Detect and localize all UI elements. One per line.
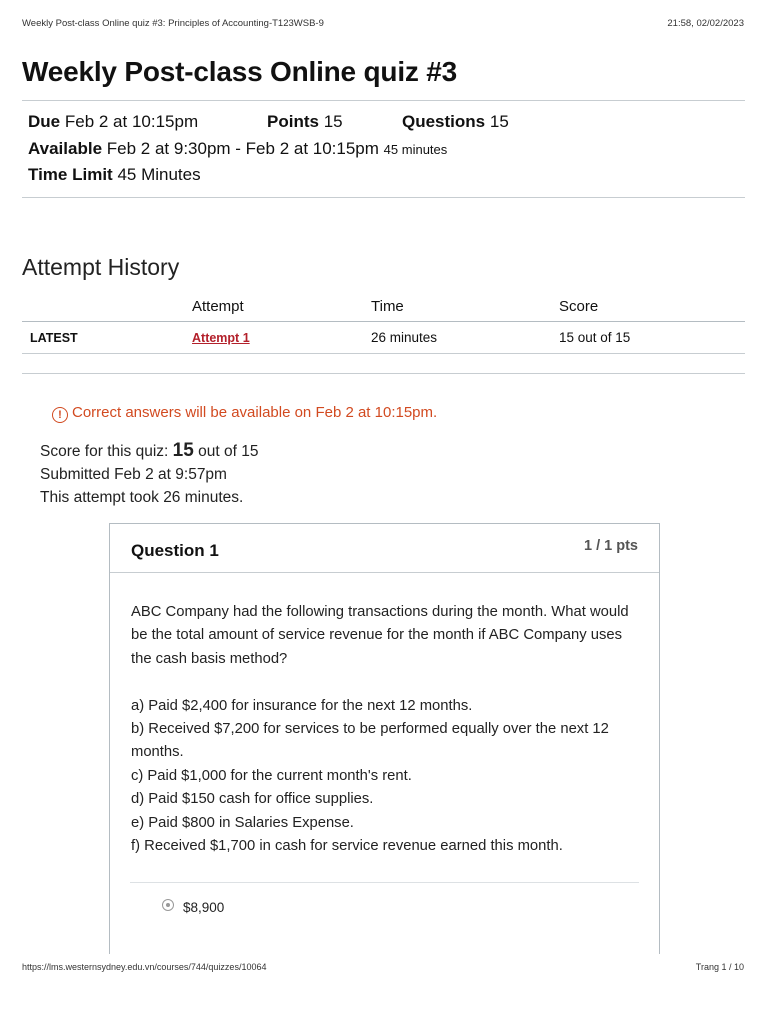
page-title: Weekly Post-class Online quiz #3 [22, 56, 458, 87]
points-label: Points [267, 112, 319, 131]
page-url: https://lms.westernsydney.edu.vn/courses/744/quizzes/10064 [22, 962, 267, 972]
table-header-row [22, 291, 745, 322]
question-prompt: ABC Company had the following transactions during the month. What would be the total amount of service revenue for the month if ABC Company uses the cash basis method? [131, 604, 629, 667]
question-item-d: d) Paid $150 cash for office supplies. [131, 791, 374, 808]
print-header-title: Weekly Post-class Online quiz #3: Principles of Accounting-T123WSB-9 [22, 18, 324, 29]
attempt-history-table [22, 291, 745, 354]
available-label: Available [28, 139, 103, 158]
points-detail [267, 112, 343, 132]
question-text [131, 601, 631, 858]
question-points: 1 / 1 pts [584, 538, 638, 554]
available-duration: 45 minutes [383, 142, 448, 157]
column-header-blank [22, 291, 192, 322]
due-label: Due [28, 112, 61, 131]
question-item-b: b) Received $7,200 for services to be performed equally over the next 12 months. [131, 721, 609, 761]
submitted-time: Submitted Feb 2 at 9:57pm [40, 466, 227, 483]
attempt-history-title: Attempt History [22, 254, 180, 280]
warning-circle-icon: ! [52, 407, 68, 423]
print-header [22, 18, 744, 32]
print-header-timestamp: 21:58, 02/02/2023 [667, 18, 744, 29]
page-number: Trang 1 / 10 [695, 962, 744, 972]
attempt-score: 15 out of 15 [559, 322, 745, 354]
question-title: Question 1 [131, 541, 219, 560]
available-value: Feb 2 at 9:30pm - Feb 2 at 10:15pm [106, 139, 379, 158]
question-item-a: a) Paid $2,400 for insurance for the next 12 months. [131, 697, 473, 714]
latest-label: LATEST [22, 322, 192, 354]
attempt-duration: This attempt took 26 minutes. [40, 489, 244, 506]
column-header-time: Time [371, 291, 559, 322]
score-suffix: out of 15 [198, 443, 259, 460]
time-limit-value: 45 Minutes [117, 165, 201, 184]
questions-label: Questions [402, 112, 486, 131]
column-header-attempt: Attempt [192, 291, 371, 322]
attempt-link[interactable]: Attempt 1 [192, 331, 250, 345]
answer-text: $8,900 [183, 900, 225, 915]
score-value: 15 [172, 440, 194, 461]
quiz-details-row-1 [28, 112, 198, 132]
answers-notice [52, 404, 437, 423]
details-divider [22, 197, 745, 198]
time-limit-detail [28, 165, 201, 185]
print-footer [22, 962, 744, 976]
answer-divider [130, 882, 639, 883]
title-divider [22, 100, 745, 101]
available-detail [28, 139, 447, 159]
column-header-score: Score [559, 291, 745, 322]
answer-option[interactable] [162, 899, 224, 915]
history-divider [22, 373, 745, 374]
attempt-time: 26 minutes [371, 322, 559, 354]
questions-value: 15 [489, 112, 509, 131]
due-value: Feb 2 at 10:15pm [64, 112, 199, 131]
quiz-score [40, 440, 258, 462]
question-item-f: f) Received $1,700 in cash for service revenue earned this month. [131, 838, 563, 855]
radio-icon[interactable] [162, 899, 174, 911]
question-card [109, 523, 660, 954]
notice-text: Correct answers will be available on Feb 2 at 10:15pm. [72, 404, 438, 421]
questions-detail [402, 112, 509, 132]
points-value: 15 [323, 112, 343, 131]
score-prefix: Score for this quiz: [40, 443, 169, 460]
question-item-c: c) Paid $1,000 for the current month's rent. [131, 767, 412, 784]
question-header [110, 524, 659, 573]
table-row [22, 322, 745, 354]
time-limit-label: Time Limit [28, 165, 113, 184]
question-item-e: e) Paid $800 in Salaries Expense. [131, 814, 354, 831]
